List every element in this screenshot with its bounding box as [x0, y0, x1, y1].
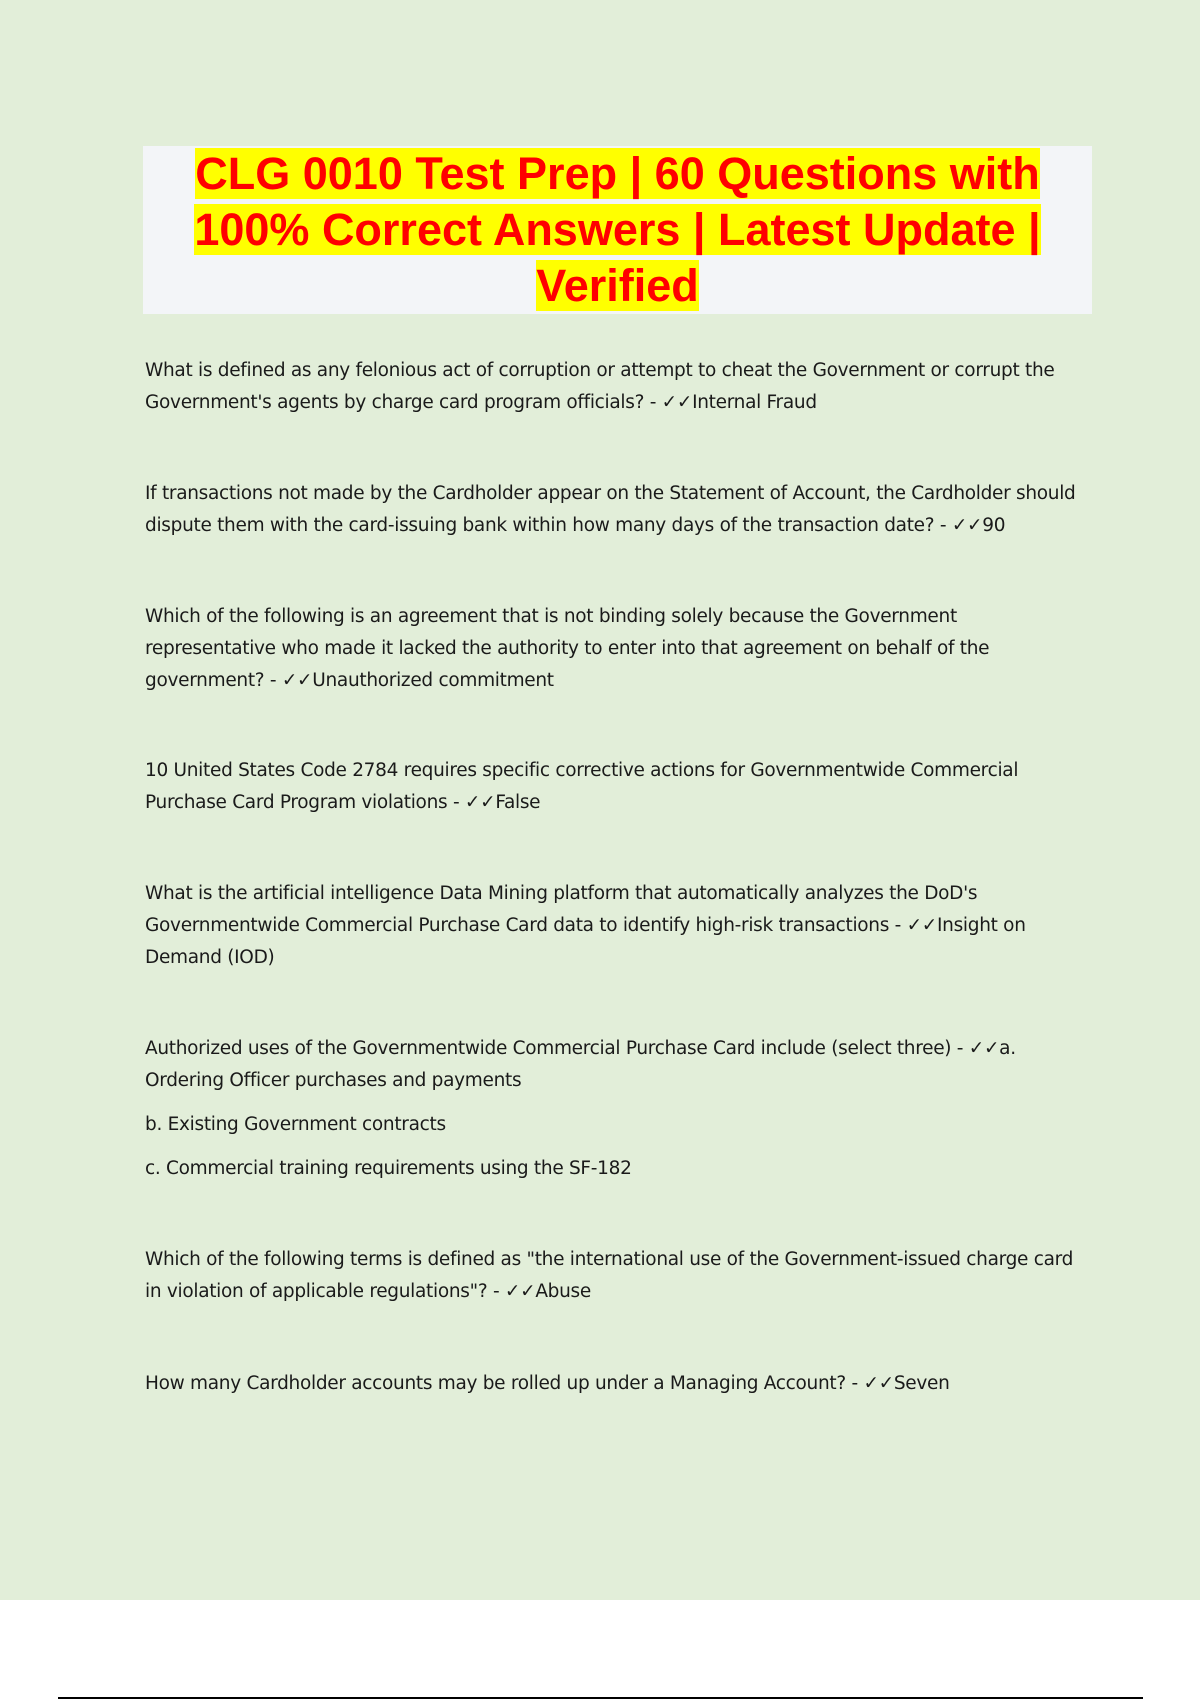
- question-text: 10 United States Code 2784 requires specific corrective actions for Governmentwide Commercial Purchase Card Program violations: [145, 760, 1019, 813]
- document-title: [143, 146, 1092, 314]
- title-box: [143, 146, 1092, 314]
- qa-item-1: [145, 355, 1090, 419]
- check-mark-icon: ✓✓: [968, 1038, 1000, 1059]
- answer-text: Abuse: [535, 1281, 591, 1302]
- question-text: What is defined as any felonious act of corruption or attempt to cheat the Government or corrupt the Government's agents by charge card program officials?: [145, 360, 1055, 413]
- answer-text: Unauthorized commitment: [312, 670, 554, 691]
- check-mark-icon: ✓✓: [863, 1373, 894, 1394]
- document-title-text: CLG 0010 Test Prep | 60 Questions with 100% Correct Answers | Latest Update | Verified: [194, 148, 1041, 311]
- qa-line: [145, 355, 1090, 419]
- qa-item-6: [145, 1033, 1090, 1185]
- separator: -: [447, 792, 465, 813]
- check-mark-icon: ✓✓: [504, 1281, 536, 1302]
- answer-option: b. Existing Government contracts: [145, 1114, 446, 1135]
- qa-line: [145, 478, 1090, 542]
- footer-rule: [58, 1697, 1143, 1699]
- qa-line: [145, 1244, 1090, 1308]
- answer-text: Insight on Demand (IOD): [145, 915, 1026, 968]
- separator: -: [889, 915, 907, 936]
- qa-item-8: [145, 1368, 1090, 1400]
- separator: -: [644, 392, 662, 413]
- question-text: What is the artificial intelligence Data Mining platform that automatically analyzes the DoD's Governmentwide Commercial Purchase Card data to identify high-risk transactions: [145, 883, 978, 936]
- qa-line: [145, 1033, 1090, 1097]
- separator: -: [845, 1373, 864, 1394]
- answer-option: c. Commercial training requirements using the SF-182: [145, 1158, 632, 1179]
- answer-text: False: [495, 792, 541, 813]
- qa-item-3: [145, 601, 1090, 697]
- answer-text: 90: [982, 515, 1006, 536]
- qa-line: [145, 755, 1090, 819]
- separator: -: [951, 1038, 969, 1059]
- qa-item-5: [145, 878, 1090, 974]
- question-text: Which of the following is an agreement that is not binding solely because the Government representative who made it lacked the authority to enter into that agreement on behalf of the government?: [145, 606, 990, 691]
- answer-text: a. Ordering Officer purchases and payments: [145, 1038, 1016, 1091]
- question-text: If transactions not made by the Cardholder appear on the Statement of Account, the Cardholder should dispute them with the card-issuing bank within how many days of the transaction date?: [145, 483, 1076, 536]
- qa-item-2: [145, 478, 1090, 542]
- separator: -: [934, 515, 952, 536]
- check-mark-icon: ✓✓: [281, 670, 313, 691]
- question-text: Authorized uses of the Governmentwide Commercial Purchase Card include (select three): [145, 1038, 952, 1059]
- check-mark-icon: ✓✓: [464, 792, 496, 813]
- question-text: How many Cardholder accounts may be rolled up under a Managing Account?: [145, 1373, 846, 1394]
- qa-item-4: [145, 755, 1090, 819]
- check-mark-icon: ✓✓: [661, 392, 693, 413]
- qa-line: [145, 878, 1090, 974]
- answer-text: Internal Fraud: [692, 392, 817, 413]
- question-text: Which of the following terms is defined as "the international use of the Government-issued charge card in violation of applicable regulations"?: [145, 1249, 1074, 1302]
- separator: -: [264, 670, 282, 691]
- answer-text: Seven: [893, 1373, 950, 1394]
- qa-line: [145, 601, 1090, 697]
- check-mark-icon: ✓✓: [951, 515, 983, 536]
- check-mark-icon: ✓✓: [906, 915, 938, 936]
- qa-item-7: [145, 1244, 1090, 1308]
- qa-line: [145, 1368, 1090, 1400]
- separator: -: [487, 1281, 505, 1302]
